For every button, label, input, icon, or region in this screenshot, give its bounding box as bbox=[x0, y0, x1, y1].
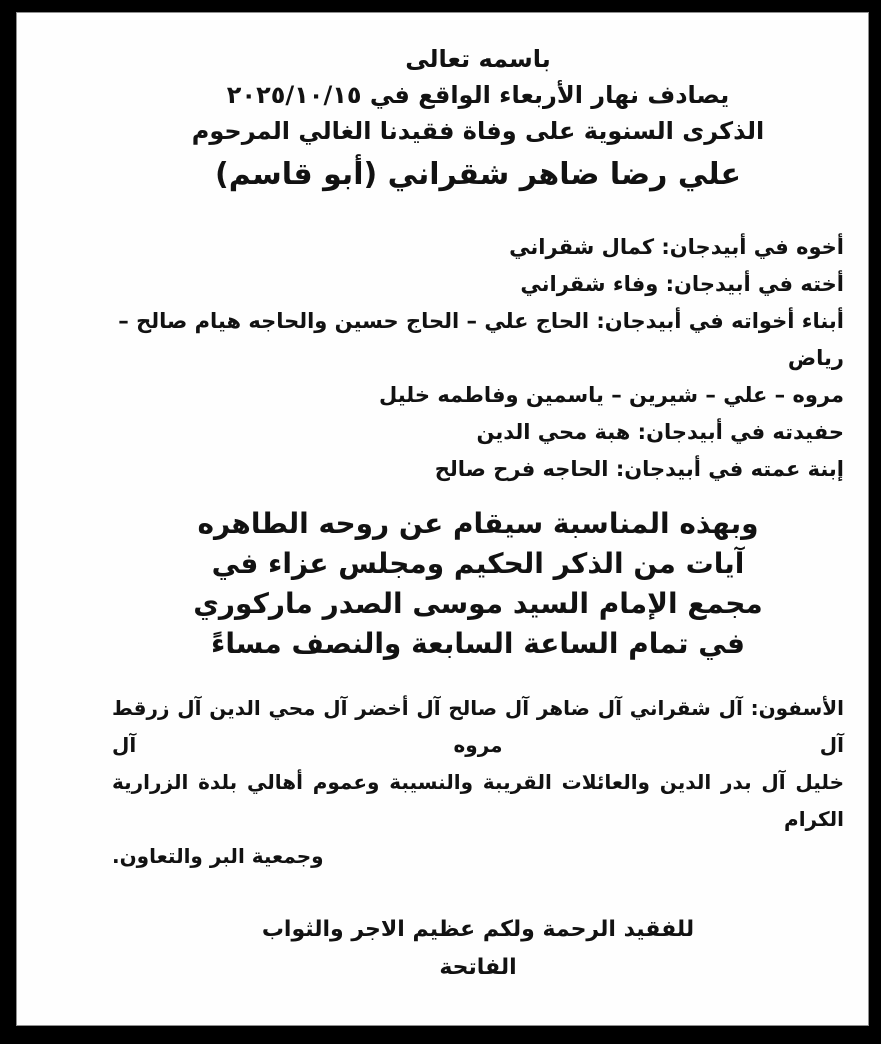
family-line-nephews-cont: مروه – علي – شيرين – ياسمين وفاطمه خليل bbox=[378, 383, 844, 407]
family-line-granddaughter: حفيدته في أبيدجان: هبة محي الدين bbox=[476, 420, 844, 444]
mourners-line-3: وجمعية البر والتعاون. bbox=[112, 844, 324, 868]
date-line: يصادف نهار الأربعاء الواقع في ٢٠٢٥/١٠/١٥ bbox=[226, 81, 730, 109]
mourners-line-1: الأسفون: آل شقراني آل ضاهر آل صالح آل أخضر آل محي الدين آل زرقط آل مروه آل bbox=[112, 696, 844, 757]
event-line-quran: آيات من الذكر الحكيم ومجلس عزاء في bbox=[211, 547, 745, 580]
prayer-line: للفقيد الرحمة ولكم عظيم الاجر والثواب bbox=[261, 917, 695, 942]
closing-block bbox=[112, 911, 844, 987]
event-line-occasion: وبهذه المناسبة سيقام عن روحه الطاهره bbox=[197, 507, 759, 540]
document-content bbox=[17, 13, 868, 1025]
deceased-name: علي رضا ضاهر شقراني (أبو قاسم) bbox=[215, 157, 741, 192]
family-line-brother: أخوه في أبيدجان: كمال شقراني bbox=[509, 235, 844, 259]
event-line-time: في تمام الساعة السابعة والنصف مساءً bbox=[211, 627, 745, 660]
fatiha-line: الفاتحة bbox=[439, 955, 517, 980]
basmala-line: باسمه تعالى bbox=[405, 45, 551, 73]
family-line-sister: أخته في أبيدجان: وفاء شقراني bbox=[520, 272, 844, 296]
occasion-line: الذكرى السنوية على وفاة فقيدنا الغالي المرحوم bbox=[191, 117, 765, 145]
family-line-cousin: إبنة عمته في أبيدجان: الحاجه فرح صالح bbox=[434, 457, 844, 481]
event-announcement bbox=[112, 504, 844, 664]
family-line-nephews: أبناء أخواته في أبيدجان: الحاج علي – الحاج حسين والحاجه هيام صالح – رياض bbox=[118, 309, 844, 370]
mourners-line-2: خليل آل بدر الدين والعائلات القريبة والنسيبة وعموم أهالي بلدة الزرارية الكرام bbox=[112, 770, 844, 831]
mourners-paragraph bbox=[112, 690, 844, 875]
family-list bbox=[112, 229, 844, 488]
document-page bbox=[16, 12, 869, 1026]
event-line-venue: مجمع الإمام السيد موسى الصدر ماركوري bbox=[193, 587, 763, 620]
